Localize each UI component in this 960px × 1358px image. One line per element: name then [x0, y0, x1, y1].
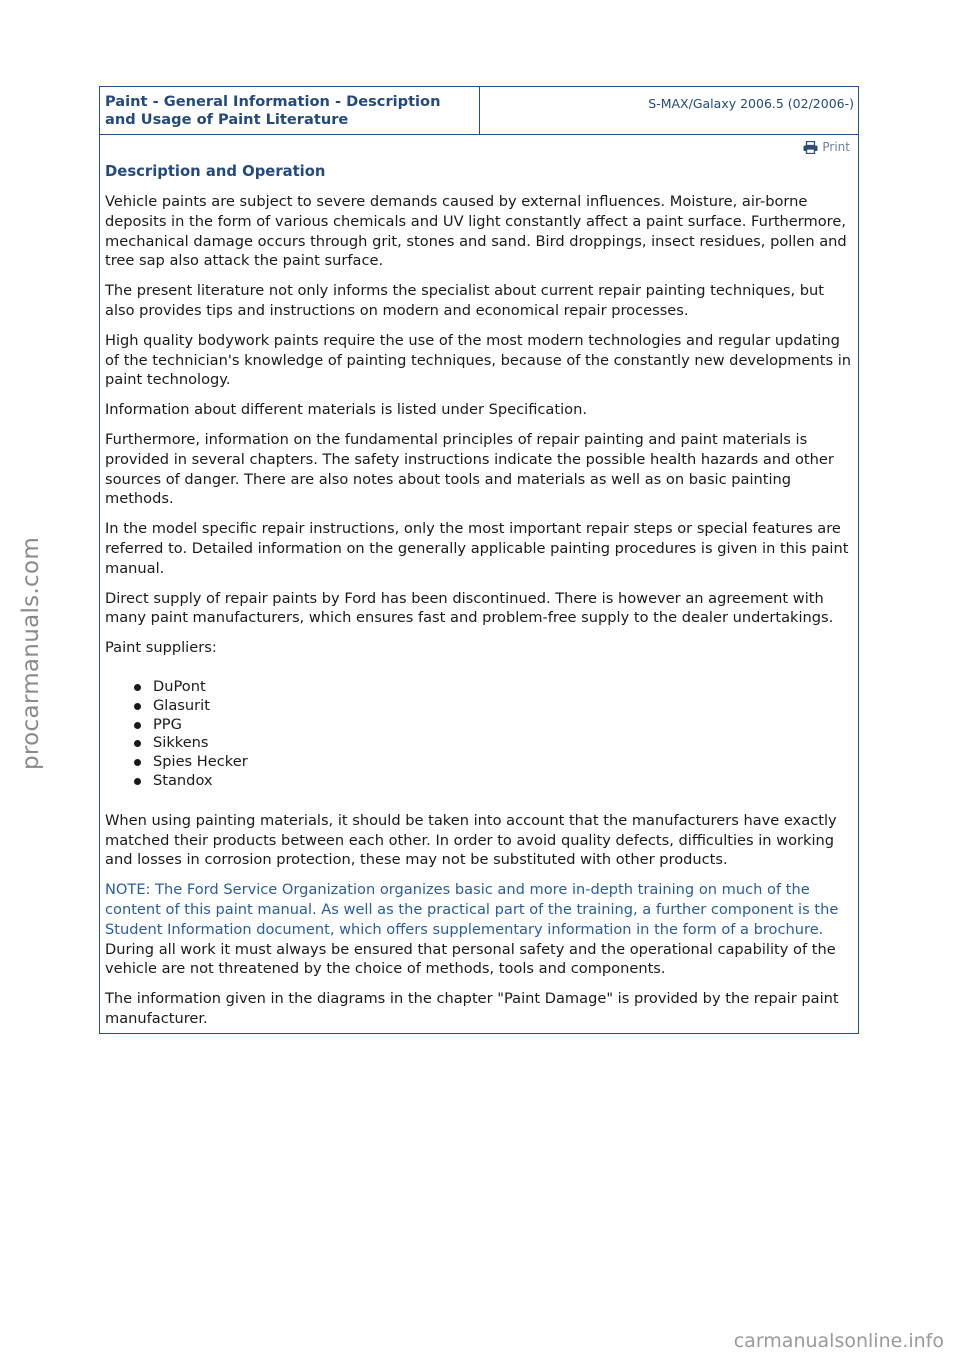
side-watermark: procarmanuals.com [18, 536, 44, 770]
training-note: NOTE: The Ford Service Organization organizes basic and more in-depth training on much of the content of this paint manual. As well as the practical part of the training, a further component is the Student Information document, which offers supplementary information in the form of a brochure. [105, 881, 839, 938]
document-title: Paint - General Information - Description and Usage of Paint Literature [100, 87, 480, 134]
paragraph-3: High quality bodywork paints require the use of the most modern technologies and regular updating of the technician's knowledge of painting techniques, because of the constantly new developments in paint technology. [105, 331, 851, 389]
list-item: Sikkens [134, 734, 852, 753]
list-item: Standox [134, 772, 852, 791]
paint-suppliers-label: Paint suppliers: [105, 639, 217, 657]
safety-paragraph: During all work it must always be ensured that personal safety and the operational capability of the vehicle are not threatened by the choice of methods, tools and components. [105, 940, 836, 978]
diagrams-paragraph: The information given in the diagrams in the chapter "Paint Damage" is provided by the repair paint manufacturer. [105, 990, 839, 1027]
print-label: Print [822, 140, 850, 154]
list-item: PPG [134, 716, 852, 735]
supplier-list [105, 678, 852, 791]
document-frame [99, 86, 859, 1034]
materials-paragraph: When using painting materials, it should be taken into account that the manufacturers have exactly matched their products between each other. In order to avoid quality defects, difficulties in working and losses in corrosion protection, these may not be substituted with other products. [105, 811, 837, 869]
document-header [100, 87, 858, 135]
model-label: S-MAX/Galaxy 2006.5 (02/2006-) [648, 96, 854, 111]
paragraph-5: Furthermore, information on the fundamental principles of repair painting and paint materials is provided in several chapters. The safety instructions indicate the possible health hazards and other sources of danger. There are also notes about tools and materials as well as on basic painting methods. [105, 430, 834, 508]
section-title: Description and Operation [105, 163, 326, 180]
paragraph-6: In the model specific repair instructions, only the most important repair steps or special features are referred to. Detailed information on the generally applicable painting procedures is given in this paint manual. [105, 520, 849, 577]
list-item: DuPont [134, 678, 852, 697]
list-item: Spies Hecker [134, 753, 852, 772]
print-link[interactable] [803, 140, 850, 154]
paragraph-7: Direct supply of repair paints by Ford has been discontinued. There is however an agreement with many paint manufacturers, which ensures fast and problem-free supply to the dealer undertakings. [105, 589, 834, 627]
list-item: Glasurit [134, 697, 852, 716]
bottom-watermark: carmanualsonline.info [733, 1330, 944, 1352]
printer-icon [803, 141, 818, 154]
paragraph-4: Information about different materials is listed under Specification. [105, 401, 587, 419]
document-body [100, 135, 858, 1033]
paragraph-1: Vehicle paints are subject to severe demands caused by external influences. Moisture, air-borne deposits in the form of various chemicals and UV light constantly affect a paint surface. Furthermore, mechanical damage occurs through grit, stones and sand. Bird droppings, insect residues, pollen and tree sap also attack the paint surface. [105, 193, 847, 270]
paragraph-2: The present literature not only informs the specialist about current repair painting techniques, but also provides tips and instructions on modern and economical repair processes. [105, 282, 824, 319]
